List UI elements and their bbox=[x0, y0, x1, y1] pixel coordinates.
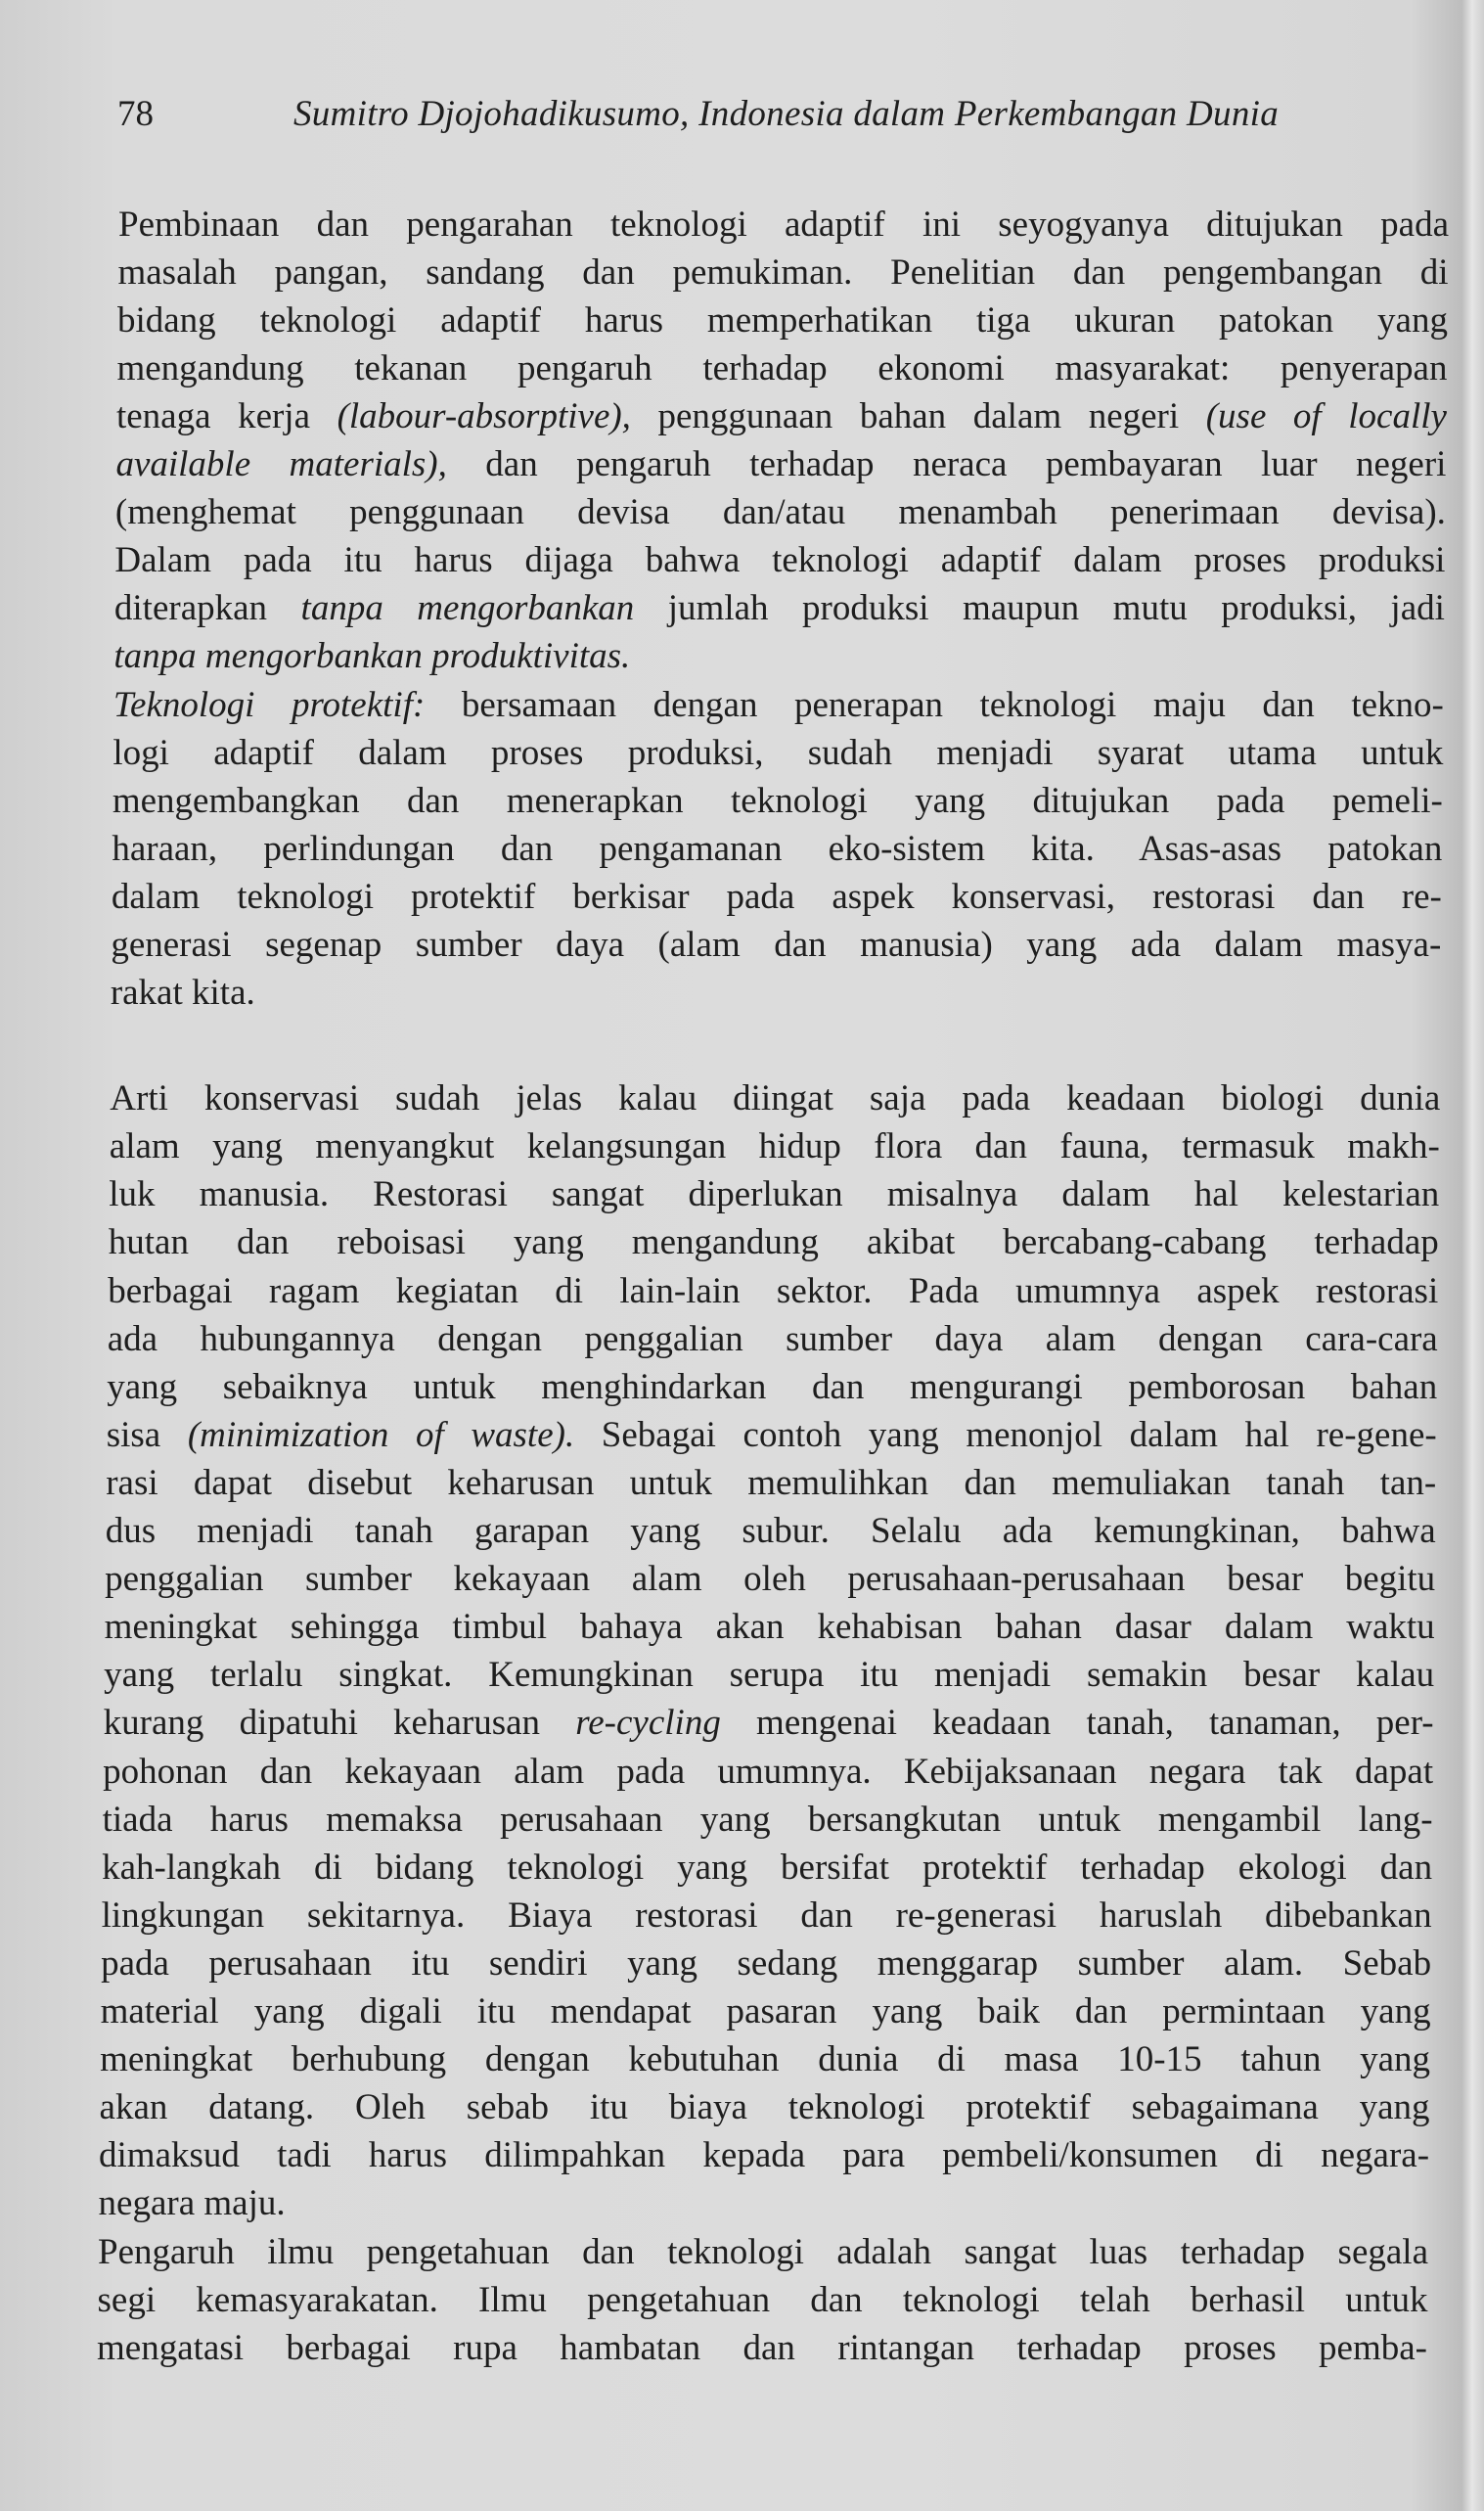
text-line bbox=[109, 1218, 1439, 1266]
text-run: masalah pangan, sandang dan pemukiman. Penelitian dan pengembangan di bbox=[117, 251, 1449, 293]
text-line bbox=[112, 873, 1442, 921]
text-run: pada perusahaan itu sendiri yang sedang menggarap sumber alam. Sebab bbox=[101, 1942, 1432, 1984]
text-run: (menghemat penggunaan devisa dan/atau menambah penerimaan devisa). bbox=[114, 492, 1446, 533]
text-run: diterapkan bbox=[113, 588, 301, 629]
text-line bbox=[107, 1363, 1437, 1411]
text-line bbox=[117, 297, 1448, 344]
text-run: dan pengaruh terhadap neraca pembayaran luar negeri bbox=[446, 444, 1447, 484]
text-run: logi adaptif dalam proses produksi, sudah menjadi syarat utama untuk bbox=[112, 732, 1444, 773]
text-run: meningkat berhubung dengan kebutuhan dunia di masa 10-15 tahun yang bbox=[100, 2039, 1431, 2080]
text-line bbox=[114, 536, 1445, 584]
italic-text: re-cycling bbox=[575, 1703, 721, 1744]
text-run: penggalian sumber kekayaan alam oleh perusahaan-perusahaan besar begitu bbox=[105, 1559, 1436, 1600]
text-line bbox=[109, 1170, 1439, 1218]
text-run: akan datang. Oleh sebab itu biaya teknologi protektif sebagaimana yang bbox=[99, 2087, 1430, 2128]
text-run: pohonan dan kekayaan alam pada umumnya. Kebijaksanaan negara tak dapat bbox=[103, 1751, 1434, 1792]
text-line bbox=[100, 2035, 1430, 2083]
text-line bbox=[113, 632, 1444, 680]
text-run: material yang digali itu mendapat pasaran yang baik dan permintaan yang bbox=[100, 1991, 1431, 2032]
text-run: bersamaan dengan penerapan teknologi maju dan tekno- bbox=[425, 684, 1444, 725]
italic-text: tanpa mengorbankan produktivitas. bbox=[113, 636, 631, 677]
text-run: Sebagai contoh yang menonjol dalam hal re-gene- bbox=[574, 1414, 1437, 1455]
text-line bbox=[97, 2324, 1427, 2372]
text-line bbox=[104, 1651, 1434, 1699]
text-run: ada hubungannya dengan penggalian sumber daya alam dengan cara-cara bbox=[107, 1318, 1438, 1359]
text-line bbox=[116, 392, 1447, 440]
text-line bbox=[102, 1892, 1432, 1940]
text-run: hutan dan reboisasi yang mengandung akibat bercabang-cabang terhadap bbox=[108, 1222, 1439, 1263]
page-number: 78 bbox=[117, 94, 154, 134]
text-line bbox=[111, 969, 1441, 1017]
text-run: luk manusia. Restorasi sangat diperlukan misalnya dalam hal kelestarian bbox=[109, 1174, 1440, 1215]
text-run: dimaksud tadi harus dilimpahkan kepada para pembeli/konsumen di negara- bbox=[99, 2135, 1430, 2176]
text-line bbox=[112, 729, 1443, 777]
text-line bbox=[99, 2179, 1429, 2227]
text-line bbox=[101, 1987, 1431, 2035]
text-line bbox=[103, 1748, 1433, 1796]
italic-text: (use of locally bbox=[1205, 395, 1447, 436]
text-line bbox=[103, 1796, 1433, 1844]
text-run: jumlah produksi maupun mutu produksi, jadi bbox=[634, 588, 1445, 629]
text-run: mengandung tekanan pengaruh terhadap ekonomi masyarakat: penyerapan bbox=[116, 347, 1448, 388]
text-run: Pembinaan dan pengarahan teknologi adaptif ini seyogyanya ditujukan pada bbox=[118, 204, 1449, 245]
text-line bbox=[118, 201, 1449, 249]
text-run: mengatasi berbagai rupa hambatan dan rintangan terhadap proses pemba- bbox=[97, 2327, 1427, 2368]
text-line bbox=[117, 249, 1448, 297]
text-line bbox=[115, 488, 1446, 536]
text-run: kurang dipatuhi keharusan bbox=[103, 1703, 576, 1744]
text-run: lingkungan sekitarnya. Biaya restorasi dan re-generasi haruslah dibebankan bbox=[101, 1895, 1432, 1936]
text-run: Arti konservasi sudah jelas kalau diingat saja pada keadaan biologi dunia bbox=[110, 1078, 1441, 1119]
text-run: bidang teknologi adaptif harus memperhatikan tiga ukuran patokan yang bbox=[116, 299, 1448, 341]
text-run: generasi segenap sumber daya (alam dan manusia) yang ada dalam masya- bbox=[111, 925, 1442, 965]
text-line bbox=[98, 2228, 1428, 2276]
text-line bbox=[113, 681, 1444, 729]
text-line bbox=[108, 1315, 1438, 1363]
text-run: tiada harus memaksa perusahaan yang bersangkutan untuk mengambil lang- bbox=[102, 1799, 1433, 1840]
text-run: penggunaan bahan dalam negeri bbox=[630, 395, 1206, 436]
text-line bbox=[104, 1699, 1434, 1747]
italic-text: available materials), bbox=[115, 444, 447, 484]
text-run: Pengaruh ilmu pengetahuan dan teknologi adalah sangat luas terhadap segala bbox=[98, 2231, 1429, 2272]
text-line bbox=[115, 440, 1446, 488]
text-line bbox=[107, 1411, 1437, 1459]
italic-text: (minimization of waste). bbox=[187, 1414, 575, 1455]
italic-text: (labour-absorptive), bbox=[337, 395, 631, 436]
text-run: kah-langkah di bidang teknologi yang bersifat protektif terhadap ekologi dan bbox=[102, 1847, 1433, 1888]
text-line bbox=[112, 777, 1443, 825]
text-run: berbagai ragam kegiatan di lain-lain sektor. Pada umumnya aspek restorasi bbox=[108, 1270, 1439, 1311]
text-line bbox=[112, 825, 1442, 873]
text-run: haraan, perlindungan dan pengamanan eko-sistem kita. Asas-asas patokan bbox=[112, 828, 1443, 869]
text-line bbox=[105, 1555, 1435, 1603]
text-line bbox=[99, 2131, 1429, 2179]
text-run: meningkat sehingga timbul bahaya akan kehabisan bahan dasar dalam waktu bbox=[104, 1607, 1435, 1648]
text-run: yang sebaiknya untuk menghindarkan dan mengurangi pemborosan bahan bbox=[107, 1366, 1438, 1407]
text-run: tenaga kerja bbox=[115, 395, 337, 436]
text-line bbox=[114, 584, 1445, 632]
text-line bbox=[116, 344, 1447, 392]
text-run: sisa bbox=[106, 1414, 188, 1455]
text-run: rakat kita. bbox=[110, 973, 255, 1014]
text-line bbox=[98, 2276, 1428, 2324]
text-run: segi kemasyarakatan. Ilmu pengetahuan dan teknologi telah berhasil untuk bbox=[97, 2279, 1428, 2320]
text-run: mengenai keadaan tanah, tanaman, per- bbox=[720, 1703, 1434, 1744]
text-run: dalam teknologi protektif berkisar pada aspek konservasi, restorasi dan re- bbox=[111, 876, 1442, 917]
text-run: mengembangkan dan menerapkan teknologi yang ditujukan pada pemeli- bbox=[112, 780, 1443, 821]
text-run: alam yang menyangkut kelangsungan hidup flora dan fauna, termasuk makh- bbox=[109, 1126, 1440, 1167]
text-line bbox=[102, 1844, 1432, 1892]
text-run: negara maju. bbox=[98, 2183, 286, 2224]
text-line bbox=[101, 1940, 1431, 1987]
text-run: dus menjadi tanah garapan yang subur. Selalu ada kemungkinan, bahwa bbox=[105, 1511, 1436, 1552]
running-head: Sumitro Djojohadikusumo, Indonesia dalam Perkembangan Dunia bbox=[293, 94, 1280, 134]
text-line bbox=[105, 1603, 1435, 1651]
text-line bbox=[110, 1122, 1440, 1170]
text-line bbox=[111, 921, 1441, 969]
text-run: rasi dapat disebut keharusan untuk memulihkan dan memuliakan tanah tan- bbox=[106, 1462, 1437, 1503]
text-line bbox=[106, 1507, 1436, 1555]
text-line bbox=[100, 2083, 1430, 2131]
text-run: Dalam pada itu harus dijaga bahwa teknologi adaptif dalam proses produksi bbox=[114, 540, 1446, 581]
italic-text: Teknologi protektif: bbox=[112, 684, 426, 725]
italic-text: tanpa mengorbankan bbox=[300, 588, 635, 629]
text-line bbox=[106, 1459, 1436, 1507]
text-line bbox=[108, 1267, 1438, 1315]
text-run: yang terlalu singkat. Kemungkinan serupa itu menjadi semakin besar kalau bbox=[104, 1655, 1435, 1696]
text-line bbox=[110, 1074, 1440, 1122]
